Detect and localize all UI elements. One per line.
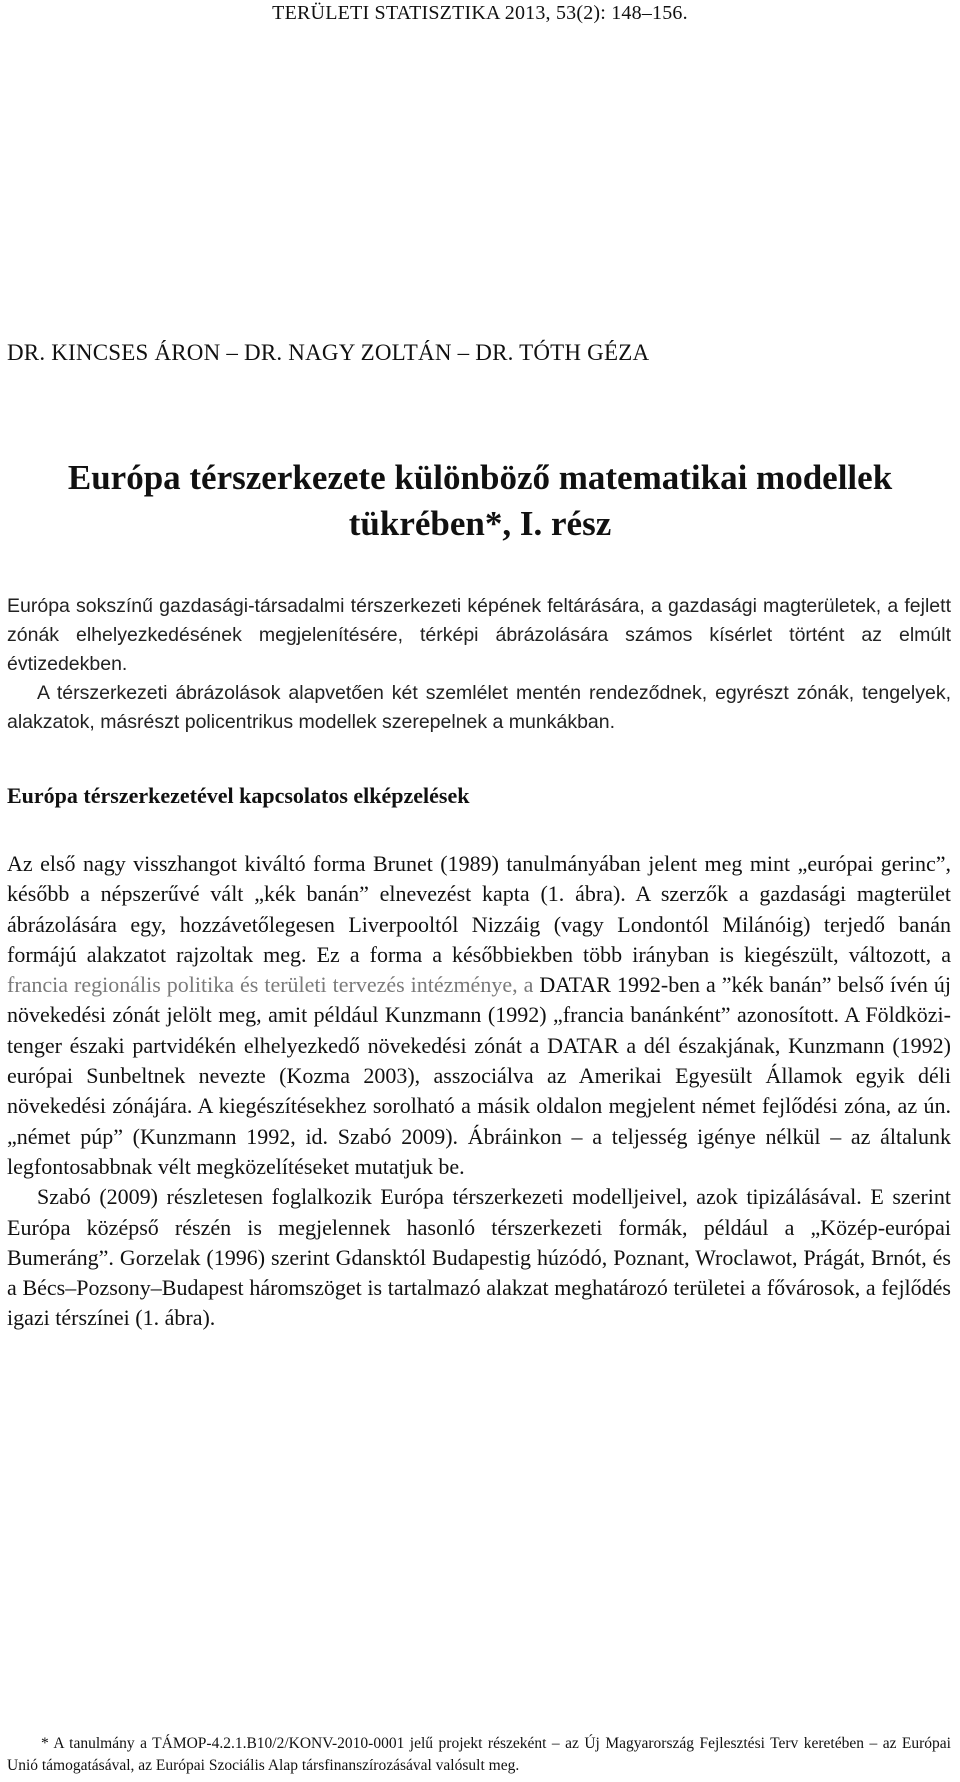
abstract-paragraph-2: A térszerkezeti ábrázolások alapvetően két szemlélet mentén rendeződnek, egyrészt zónák, tengelyek, alakzatok, másrészt policentrikus modellek szerepelnek a munkákban. bbox=[7, 682, 951, 733]
title-line-1: Európa térszerkezete különböző matematikai modellek bbox=[67, 458, 893, 497]
footnote bbox=[7, 1733, 951, 1777]
title-line-2: tükrében*, I. rész bbox=[348, 504, 612, 543]
abstract bbox=[7, 592, 951, 737]
section-heading: Európa térszerkezetével kapcsolatos elképzelések bbox=[7, 783, 470, 808]
author-list: DR. KINCSES ÁRON – DR. NAGY ZOLTÁN – DR. TÓTH GÉZA bbox=[7, 340, 650, 365]
article-title bbox=[0, 455, 960, 547]
abstract-paragraph-1: Európa sokszínű gazdasági-társadalmi térszerkezeti képének feltárására, a gazdasági magterületek, a fejlett zónák elhelyezkedésének megjelenítésére, térképi ábrázolására számos kísérlet történt az elmúlt évtizedekben. bbox=[7, 595, 951, 675]
footnote-text: * A tanulmány a TÁMOP-4.2.1.B10/2/KONV-2010-0001 jelű projekt részeként – az Új Magyarország Fejlesztési Terv keretében – az Európai Unió támogatásával, az Európai Szociális Alap társfinanszírozásával valósult meg. bbox=[7, 1735, 951, 1774]
body-paragraph-1-muted-phrase: francia regionális politika és területi tervezés intézménye, a bbox=[7, 972, 534, 998]
body-paragraph-2: Szabó (2009) részletesen foglalkozik Európa térszerkezeti modelljeivel, azok tipizálásával. E szerint Európa középső részén is megjelennek hasonló térszerkezeti formák, például a „Közép-európai Bumeráng”. Gorzelak (1996) szerint Gdansktól Budapestig húzódó, Poznant, Wroclawot, Prágát, Brnót, és a Bécs–Pozsony–Budapest háromszöget is tartalmazó alakzat meghatározó területei a fővárosok, a fejlődés igazi térszínei (1. ábra). bbox=[7, 1184, 951, 1331]
body-text bbox=[7, 849, 951, 1334]
body-paragraph-1-part-a: Az első nagy visszhangot kiváltó forma Brunet (1989) tanulmányában jelent meg mint „európai gerinc”, később a népszerűvé vált „kék banán” elnevezést kapta (1. ábra). A szerzők a gazdasági magterület ábrázolására egy, hozzávetőlegesen Liverpooltól Nizzáig (vagy Londontól Milánóig) terjedő banán formájú alakzatot rajzoltak meg. Ez a forma a későbbiekben több irányban is kiegészült, változott, a bbox=[7, 851, 951, 967]
body-paragraph-1 bbox=[7, 849, 951, 1182]
journal-header: TERÜLETI STATISZTIKA 2013, 53(2): 148–156. bbox=[272, 2, 688, 24]
body-paragraph-1-part-b: DATAR 1992-ben a ”kék banán” belső ívén új növekedési zónát jelölt meg, amit például Kunzmann (1992) „francia banánként” azonosított. A Földközi-tenger északi partvidékén elhelyezkedő növekedési zónát a DATAR a dél északjának, Kunzmann (1992) európai Sunbeltnek nevezte (Kozma 2003), asszociálva az Amerikai Egyesült Államok egyik déli növekedési zónájára. A kiegészítésekhez sorolható a másik oldalon megjelent német fejlődési zóna, az ún. „német púp” (Kunzmann 1992, id. Szabó 2009). Ábráinkon – a teljesség igénye nélkül – az általunk legfontosabbnak vélt megközelítéseket mutatjuk be. bbox=[7, 972, 951, 1179]
